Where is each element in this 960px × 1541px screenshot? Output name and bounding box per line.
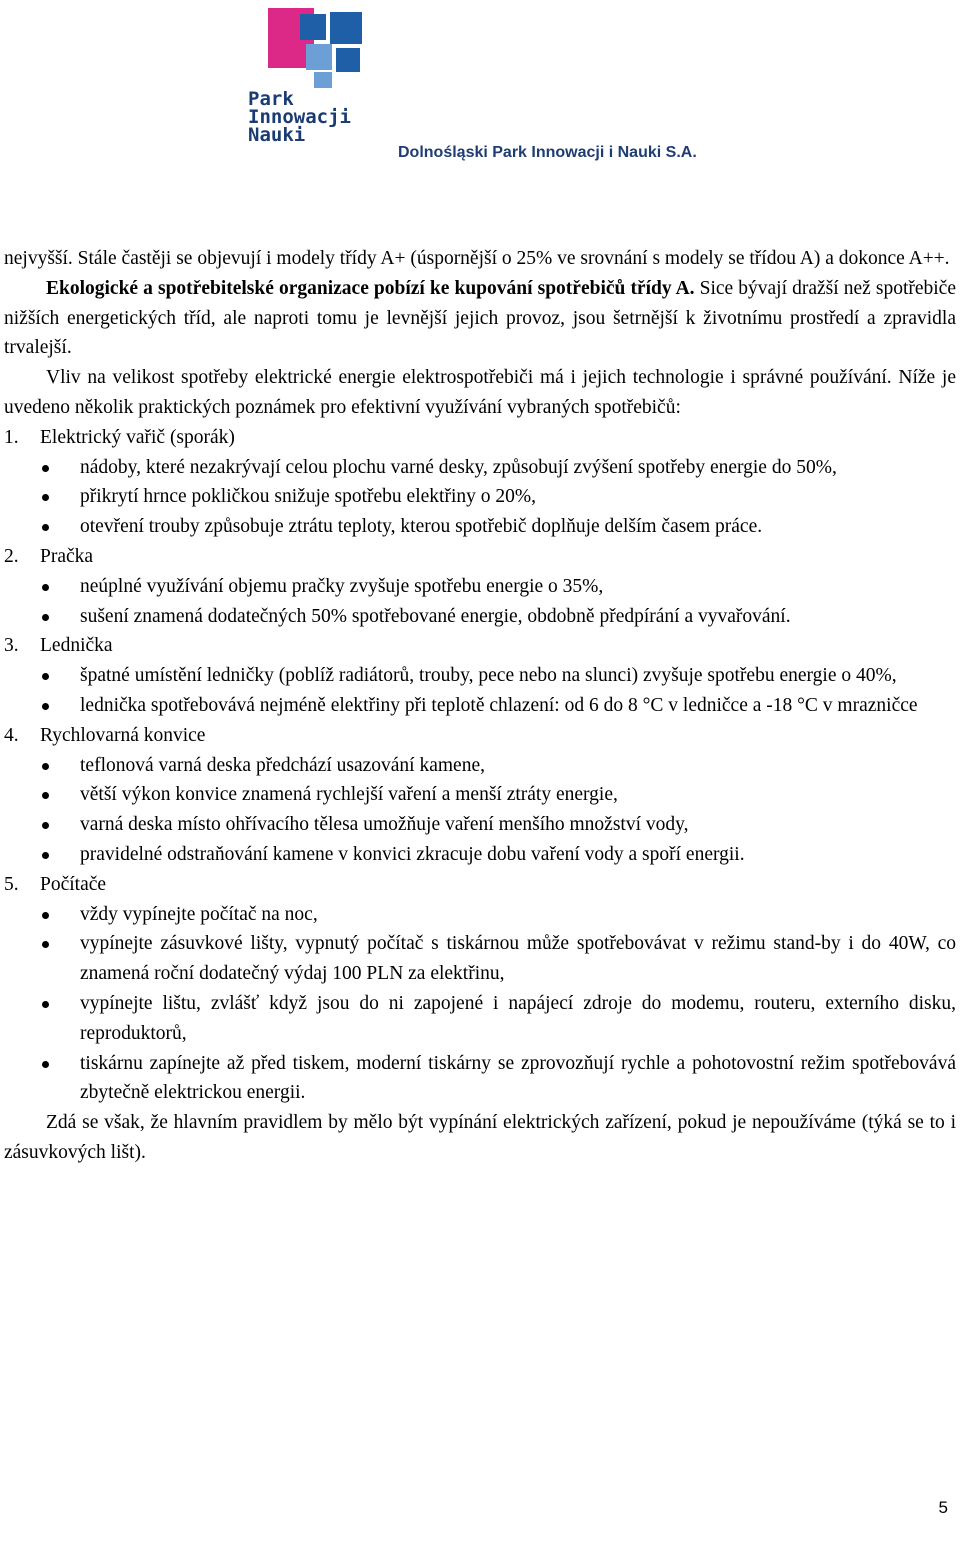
section-title: Elektrický vařič (sporák) [40,426,235,448]
logo-text-line: Innowacji [248,106,351,128]
bullet-icon [42,465,49,472]
logo-square [330,12,362,44]
section-title: Počítače [40,873,107,895]
logo-square [306,44,332,70]
section-title: Pračka [40,545,94,567]
logo-square [300,14,326,40]
list-item-text: vypínejte lištu, zvlášť když jsou do ni zapojené i napájecí zdroje do modemu, routeru, externího disku, reproduktorů, [80,992,956,1044]
list-item [4,989,956,1049]
section-title: Lednička [40,635,113,657]
bullet-icon [42,1061,49,1068]
page-number: 5 [938,1498,948,1517]
bullet-icon [42,941,49,948]
list-item [4,572,956,602]
list-item-text: varná deska místo ohřívacího tělesa umožňuje vaření menšího množství vody, [80,814,689,836]
paragraph: Vliv na velikost spotřeby elektrické energie elektrospotřebiči má i jejich technologie i správné používání. Níže je uvedeno několik praktických poznámek pro efektivní využívání vybraných spotřebičů: [4,367,956,418]
appliance-sections [4,423,956,1108]
section-number: 1. [4,426,19,448]
bullet-icon [42,912,49,919]
bullet-icon [42,852,49,859]
list-item-text: tiskárnu zapínejte až před tiskem, moderní tiskárny se zprovozňují rychle a pohotovostní režim spotřebovává zbytečně elektrickou energii. [80,1052,956,1104]
bullet-icon [42,1001,49,1008]
bullet-list [4,453,956,542]
list-item [4,900,956,930]
list-item [4,602,956,632]
list-item-text: špatné umístění ledničky (poblíž radiátorů, trouby, pece nebo na slunci) zvyšuje spotřebu energie o 40%, [80,665,897,687]
list-item [4,751,956,781]
bullet-icon [42,763,49,770]
list-item [4,482,956,512]
section-heading [4,542,956,572]
bullet-icon [42,494,49,501]
list-item-text: nádoby, které nezakrývají celou plochu varné desky, způsobují zvýšení spotřeby energie do 50%, [80,456,837,478]
list-item [4,929,956,989]
list-item-text: pravidelné odstraňování kamene v konvici zkracuje dobu vaření vody a spoří energii. [80,843,745,865]
bullet-icon [42,673,49,680]
logo-square [314,72,332,88]
bullet-list [4,661,956,721]
list-item-text: neúplné využívání objemu pračky zvyšuje spotřebu energie o 35%, [80,575,604,597]
document-body [4,244,956,1168]
logo-text-line: Nauki [248,124,306,146]
list-item-text: sušení znamená dodatečných 50% spotřebované energie, obdobně předpírání a vyvařování. [80,605,791,627]
list-item [4,780,956,810]
bullet-icon [42,822,49,829]
park-logo [244,8,386,144]
bullet-icon [42,703,49,710]
section-number: 2. [4,545,19,567]
list-item [4,1049,956,1109]
section-heading [4,631,956,661]
logo-text-line: Park [248,88,294,110]
closing-paragraph: Zdá se však, že hlavním pravidlem by mělo být vypínání elektrických zařízení, pokud je nepoužíváme (týká se to i zásuvkových lišt). [4,1112,956,1163]
list-item-text: vždy vypínejte počítač na noc, [80,903,318,925]
list-item-text: větší výkon konvice znamená rychlejší vaření a menší ztráty energie, [80,784,618,806]
bold-sentence: Ekologické a spotřebitelské organizace pobízí ke kupování spotřebičů třídy A. [46,277,695,299]
section-title: Rychlovarná konvice [40,724,206,746]
list-item-text: otevření trouby způsobuje ztrátu teploty, kterou spotřebič doplňuje delším časem práce. [80,516,763,538]
list-item-text: lednička spotřebovává nejméně elektřiny při teplotě chlazení: od 6 do 8 °C v ledničce a -18 °C v mrazničce [80,694,918,716]
section-number: 5. [4,873,19,895]
list-item [4,810,956,840]
list-item [4,512,956,542]
section-number: 3. [4,635,19,657]
bullet-icon [42,792,49,799]
paragraph: nejvyšší. Stále častěji se objevují i modely třídy A+ (úspornější o 25% ve srovnání s modely se třídou A) a dokonce A++. [4,248,950,269]
logo-square [336,48,360,72]
company-name: Dolnośląski Park Innowacji i Nauki S.A. [398,144,697,161]
bullet-icon [42,614,49,621]
list-item-text: vypínejte zásuvkové lišty, vypnutý počítač s tiskárnou může spotřebovávat v režimu stand-by i do 40W, co znamená roční dodatečný výdaj 100 PLN za elektřinu, [80,933,956,985]
section-number: 4. [4,724,19,746]
paragraph [4,274,956,363]
bullet-icon [42,524,49,531]
list-item [4,840,956,870]
section-heading [4,423,956,453]
bullet-list [4,900,956,1109]
list-item-text: teflonová varná deska předchází usazování kamene, [80,754,485,776]
section-heading [4,721,956,751]
list-item-text: přikrytí hrnce pokličkou snižuje spotřebu elektřiny o 20%, [80,486,536,508]
section-heading [4,870,956,900]
bullet-list [4,572,956,632]
list-item [4,691,956,721]
bullet-icon [42,584,49,591]
list-item [4,661,956,691]
bullet-list [4,751,956,870]
list-item [4,453,956,483]
paragraph-text: Sice bývají dražší než spotřebiče nižších energetických tříd, ale naproti tomu je levnější jejich provoz, jsou šetrnější k životnímu prostředí a zpravidla trvalejší. [4,277,956,359]
